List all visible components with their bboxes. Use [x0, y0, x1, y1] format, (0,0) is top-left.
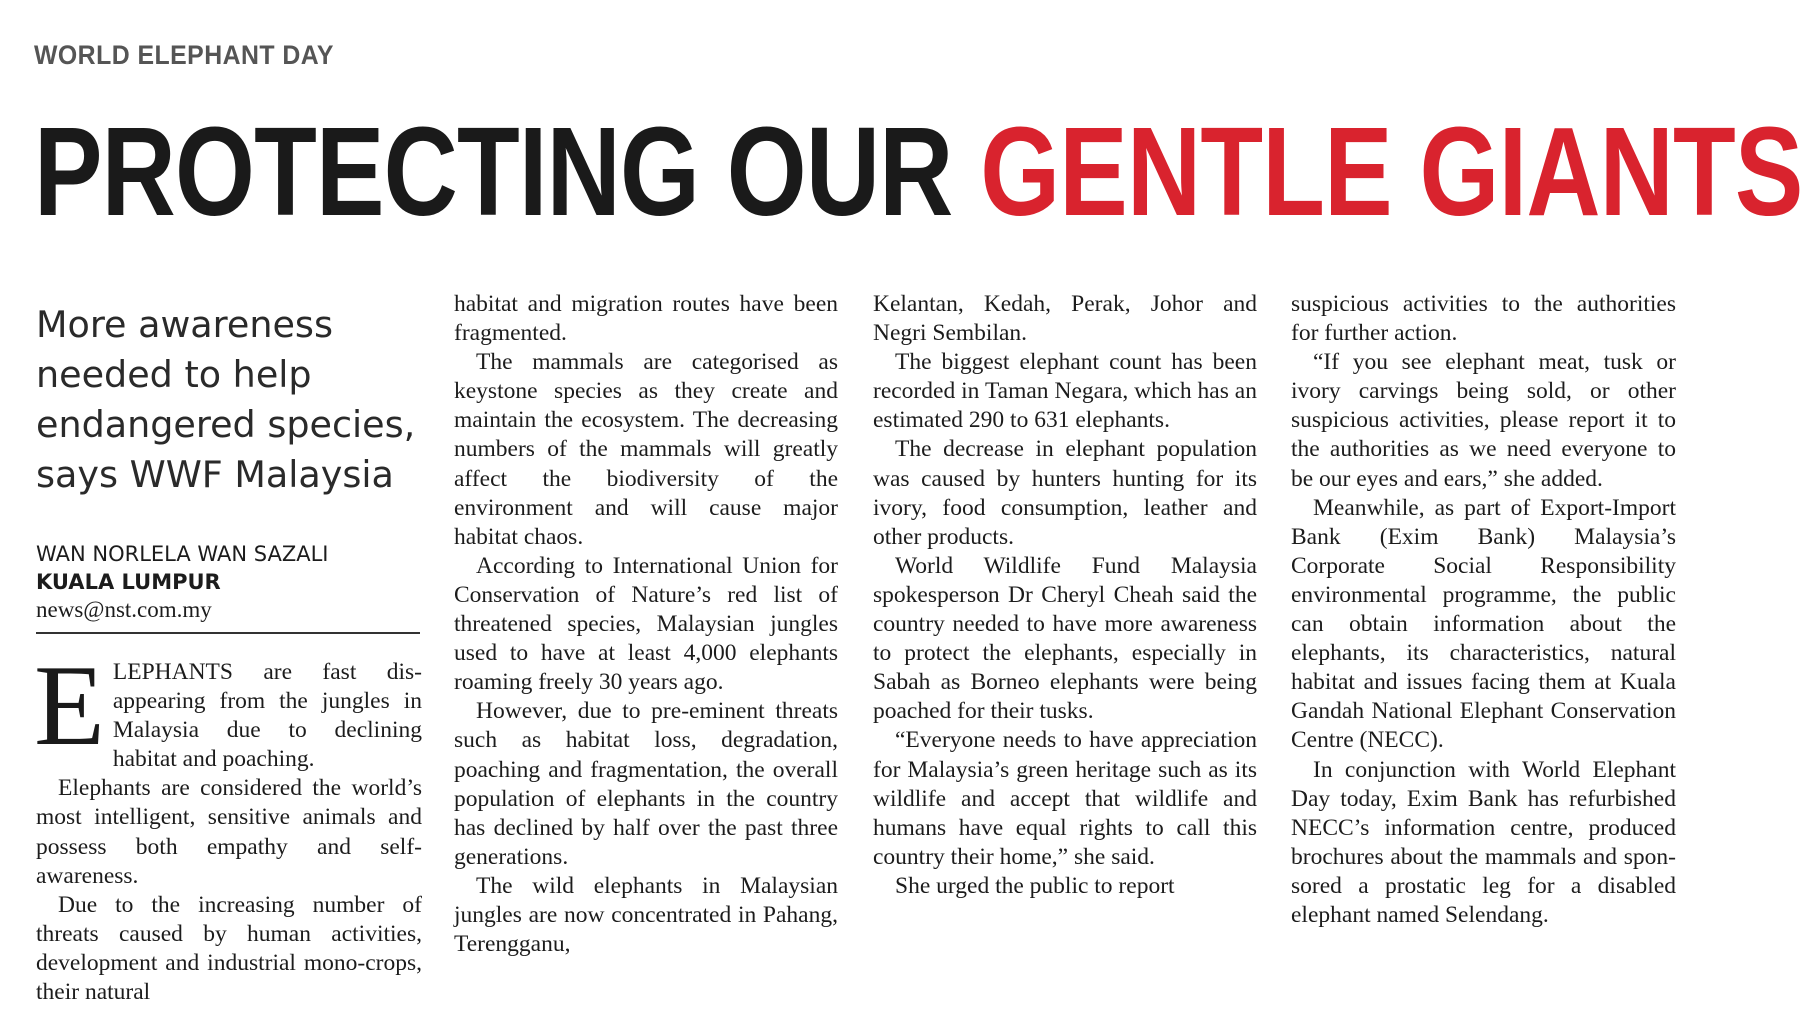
- drop-cap: E: [34, 642, 105, 770]
- byline-location: KUALA LUMPUR: [36, 570, 221, 594]
- byline: [36, 540, 422, 624]
- byline-author: WAN NORLELA WAN SAZALI: [36, 542, 329, 566]
- paragraph: According to International Union for Conservation of Nature’s red list of threatened species, Malaysian jungles used to have at least 4,000 elephants roaming freely 30 years ago.: [454, 552, 838, 696]
- paragraph: “Everyone needs to have appreciation for Malaysia’s green heritage such as its wildlife and accept that wildlife and humans have equal rights to call this country their home,” she said.: [873, 727, 1257, 870]
- paragraph: The wild elephants in Malaysian jungles are now concentrated in Pahang, Terengganu,: [454, 872, 838, 958]
- article-column-1: [36, 300, 422, 1007]
- byline-email: news@nst.com.my: [36, 597, 212, 622]
- article-column-2: [454, 290, 838, 959]
- headline-red-part: GENTLE GIANTS: [980, 101, 1803, 242]
- paragraph: Elephants are considered the world’s most intelligent, sensitive animals and possess both empathy and self-awareness.: [36, 775, 422, 889]
- paragraph: The mammals are categorised as keystone species as they create and maintain the ecosystem. The decreasing numbers of the mammals will greatly affect the biodiversity of the environment and will cause major habitat chaos.: [454, 349, 838, 550]
- paragraph: The decrease in elephant population was caused by hunters hunting for its ivory, food consumption, leather and other products.: [873, 436, 1257, 550]
- paragraph: World Wildlife Fund Malaysia spokesperson Dr Cheryl Cheah said the country needed to have more awareness to protect the elephants, especially in Sabah as Borneo elephants were being poached for their tusks.: [873, 552, 1257, 725]
- paragraph: However, due to pre-eminent threats such as habitat loss, degradation, poaching and fragmentation, the overall population of elephants in the country has declined by half over the past three generations.: [454, 698, 838, 870]
- paragraph: The biggest elephant count has been recorded in Taman Negara, which has an estimated 290 to 631 elephants.: [873, 349, 1257, 434]
- paragraph-text: LEPHANTS are fast disappearing from the jungles in Malaysia due to declining habitat and poaching.: [112, 659, 422, 773]
- paragraph: In conjunction with World Elephant Day today, Exim Bank has refurbished NECC’s information centre, produced brochures about the mammals and sponsored a prostatic leg for a disabled elephant named Selendang.: [1291, 756, 1676, 928]
- article-lead-paragraph: [34, 642, 422, 774]
- paragraph: suspicious activities to the authorities for further action.: [1291, 291, 1676, 347]
- paragraph: habitat and migration routes have been fragmented.: [454, 291, 838, 347]
- paragraph: Due to the increasing number of threats caused by human activities, development and industrial mono-crops, their natural: [36, 891, 422, 1006]
- article-column-4: [1291, 290, 1676, 930]
- paragraph: Meanwhile, as part of Export-Import Bank (Exim Bank) Malaysia’s Corporate Social Responsibility environmental programme, the public can obtain information about the elephants, its characteristics, natural habitat and issues facing them at Kuala Gandah National Elephant Conservation Centre (NECC).: [1291, 494, 1676, 754]
- section-kicker: WORLD ELEPHANT DAY: [34, 40, 334, 70]
- paragraph: She urged the public to report: [895, 872, 1175, 899]
- paragraph: Kelantan, Kedah, Perak, Johor and Negri Sembilan.: [873, 291, 1257, 347]
- byline-divider: [36, 632, 420, 634]
- paragraph: “If you see elephant meat, tusk or ivory carvings being sold, or other suspicious activities, please report it to the authorities as we need everyone to be our eyes and ears,” she added.: [1291, 349, 1676, 492]
- standfirst: More awareness needed to help endangered species, says WWF Malaysia: [36, 303, 416, 496]
- headline: [34, 101, 1803, 242]
- article-column-3: [873, 290, 1257, 901]
- headline-dark-part: PROTECTING OUR: [34, 101, 953, 242]
